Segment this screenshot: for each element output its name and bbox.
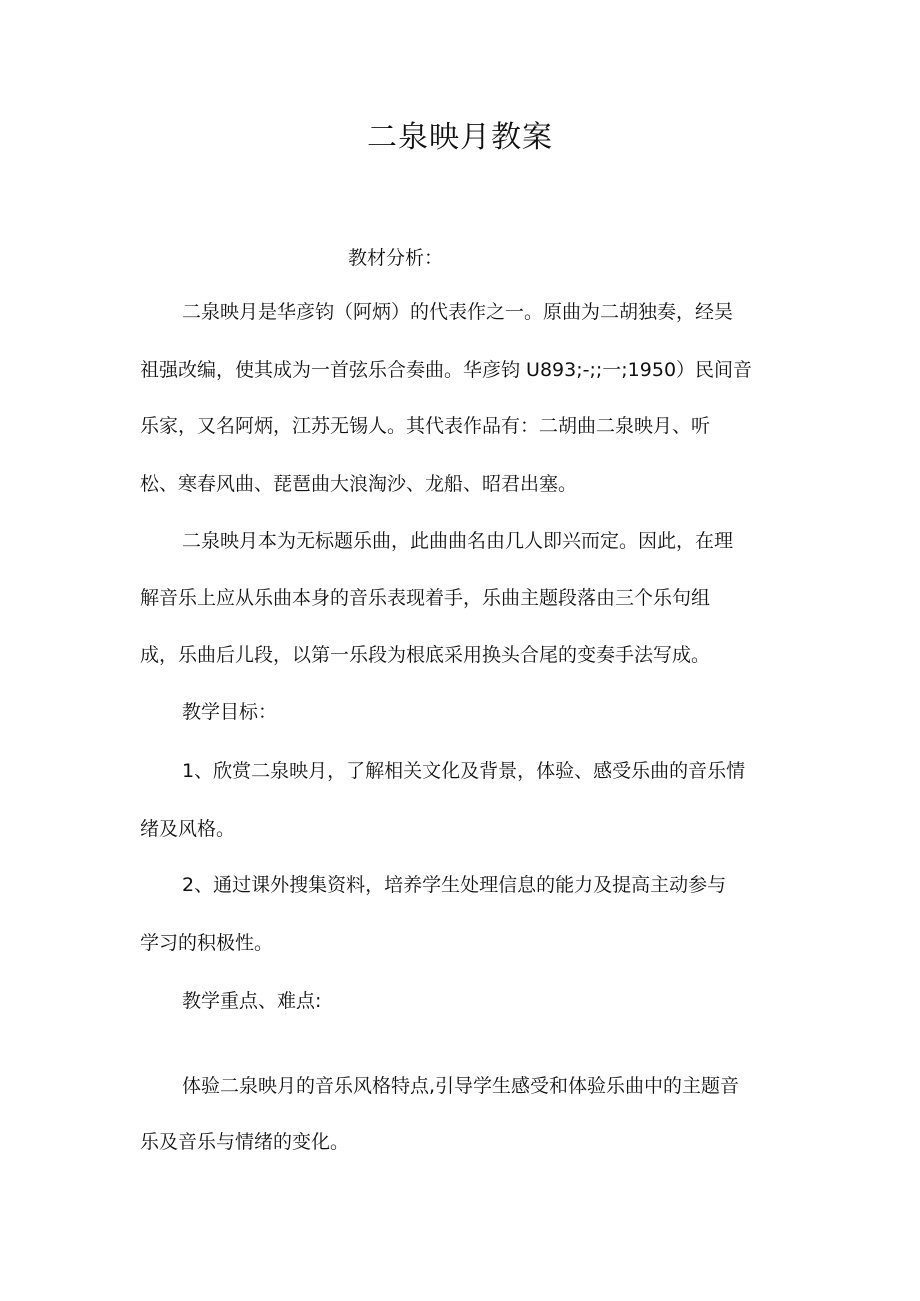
list-item: 1、欣赏二泉映月，了解相关文化及背景，体验、感受乐曲的音乐情 [182, 760, 746, 782]
section-heading-key-points: 教学重点、难点: [182, 990, 322, 1012]
section-heading-objectives: 教学目标： [182, 701, 278, 723]
list-item: 2、通过课外搜集资料，培养学生处理信息的能力及提高主动参与 [182, 874, 727, 896]
paragraph-line: 乐家，又名阿炳，江苏无锡人。其代表作品有：二胡曲二泉映月、听 [140, 415, 711, 437]
list-item-continuation: 绪及风格。 [140, 818, 236, 840]
paragraph-line: 乐及音乐与情绪的变化。 [140, 1131, 350, 1153]
paragraph-line: 体验二泉映月的音乐风格特点,引导学生感受和体验乐曲中的主题音 [182, 1075, 740, 1097]
list-item-continuation: 学习的积极性。 [140, 932, 274, 954]
paragraph-line: 二泉映月本为无标题乐曲，此曲曲名由几人即兴而定。因此，在理 [182, 530, 734, 552]
paragraph-line: 解音乐上应从乐曲本身的音乐表现着手，乐曲主题段落由三个乐句组 [140, 587, 711, 609]
paragraph-line: 成，乐曲后儿段，以第一乐段为根底采用换头合尾的变奏手法写成。 [140, 644, 711, 666]
section-heading-materials: 教材分析： [348, 247, 444, 269]
paragraph-line: 二泉映月是华彦钧（阿炳）的代表作之一。原曲为二胡独奏，经吴 [182, 301, 734, 323]
document-title: 二泉映月教案 [367, 120, 553, 155]
paragraph-line: 松、寒春风曲、琵琶曲大浪淘沙、龙船、昭君出塞。 [140, 473, 578, 495]
paragraph-line: 祖强改编，使其成为一首弦乐合奏曲。华彦钧 U893;-;;一;1950）民间音 [140, 359, 753, 381]
